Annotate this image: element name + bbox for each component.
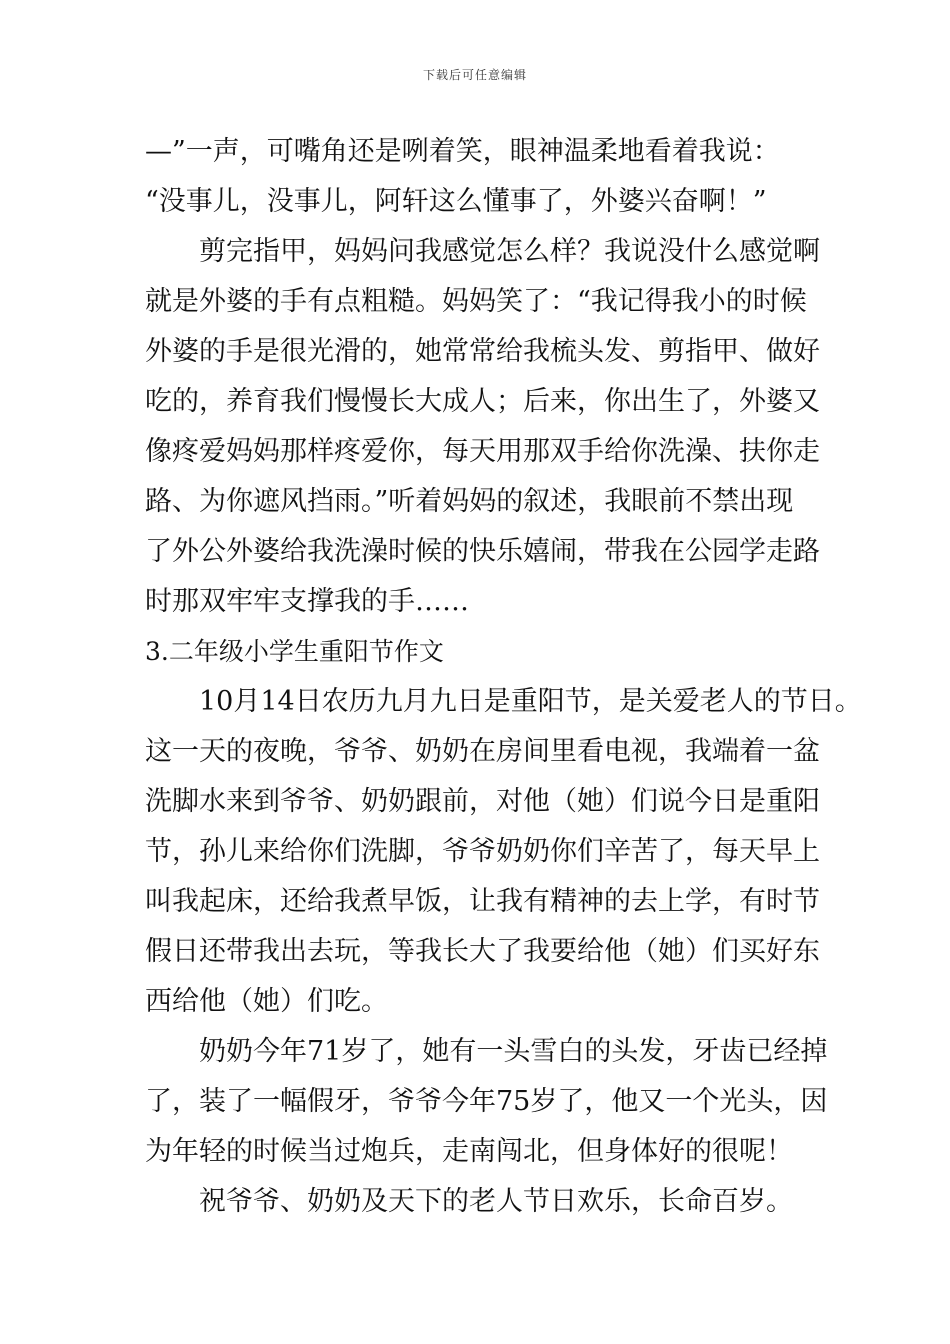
text-line: 西给他（她）们吃。	[145, 986, 388, 1017]
text-line: —”一声，可嘴角还是咧着笑，眼神温柔地看着我说：	[145, 136, 780, 167]
text-line: 了，装了一幅假牙，爷爷今年75岁了，他又一个光头，因	[145, 1086, 828, 1117]
text-line: 10月14日农历九月九日是重阳节，是关爱老人的节日。	[199, 686, 862, 717]
document-body	[145, 127, 862, 1227]
text-line: 奶奶今年71岁了，她有一头雪白的头发，牙齿已经掉	[199, 1036, 828, 1067]
page-header-note: 下载后可任意编辑	[422, 68, 527, 82]
text-line: 祝爷爷、奶奶及天下的老人节日欢乐，长命百岁。	[199, 1186, 793, 1217]
text-line: “没事儿，没事儿，阿轩这么懂事了，外婆兴奋啊！”	[145, 186, 767, 217]
section-heading: 3.二年级小学生重阳节作文	[145, 637, 444, 666]
text-line: 假日还带我出去玩，等我长大了我要给他（她）们买好东	[145, 936, 820, 967]
text-line: 路、为你遮风挡雨。”听着妈妈的叙述，我眼前不禁出现	[145, 486, 794, 517]
text-line: 叫我起床，还给我煮早饭，让我有精神的去上学，有时节	[145, 886, 820, 917]
text-line: 了外公外婆给我洗澡时候的快乐嬉闹，带我在公园学走路	[145, 536, 820, 567]
text-line: 节，孙儿来给你们洗脚，爷爷奶奶你们辛苦了，每天早上	[145, 836, 820, 867]
text-line: 剪完指甲，妈妈问我感觉怎么样？我说没什么感觉啊	[199, 236, 820, 267]
text-line: 就是外婆的手有点粗糙。妈妈笑了：“我记得我小的时候	[145, 286, 807, 317]
text-line: 洗脚水来到爷爷、奶奶跟前，对他（她）们说今日是重阳	[145, 786, 820, 817]
text-line: 时那双牢牢支撑我的手……	[145, 586, 469, 617]
text-line: 为年轻的时候当过炮兵，走南闯北，但身体好的很呢！	[145, 1136, 793, 1167]
text-line: 这一天的夜晚，爷爷、奶奶在房间里看电视，我端着一盆	[145, 736, 820, 767]
text-line: 像疼爱妈妈那样疼爱你，每天用那双手给你洗澡、扶你走	[145, 436, 820, 467]
text-line: 外婆的手是很光滑的，她常常给我梳头发、剪指甲、做好	[145, 336, 820, 367]
text-line: 吃的，养育我们慢慢长大成人；后来，你出生了，外婆又	[145, 386, 820, 417]
